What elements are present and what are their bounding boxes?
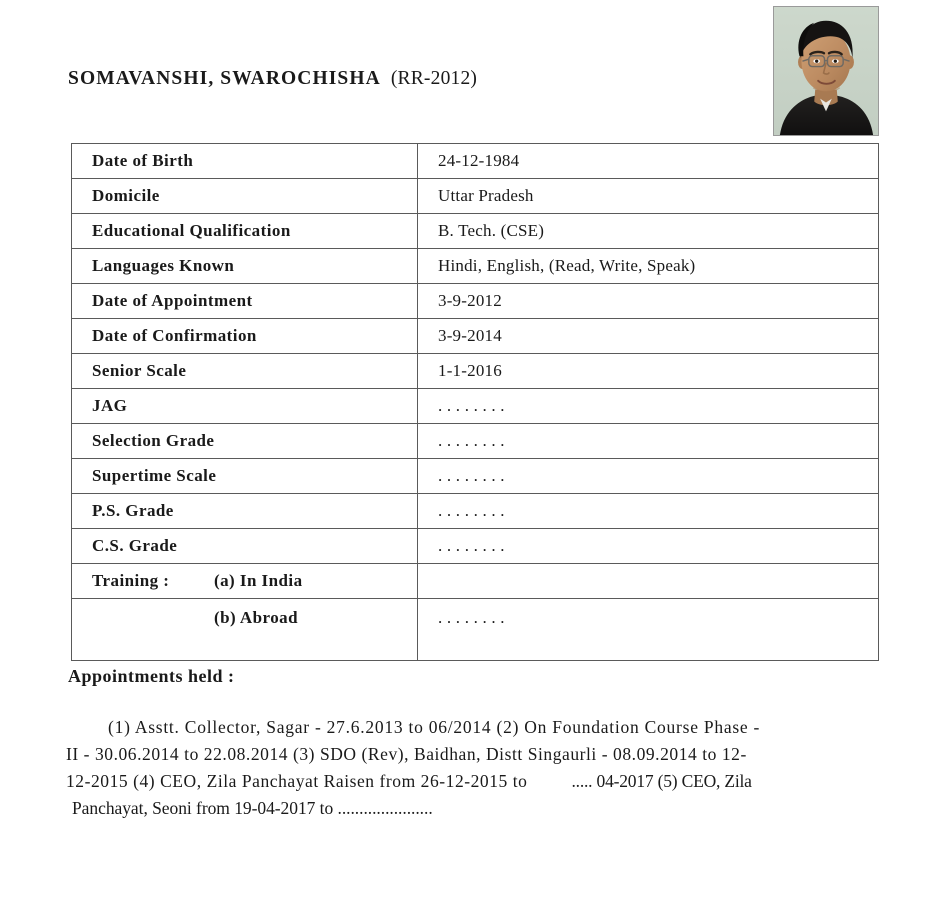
training-label-group [92, 571, 417, 591]
training-in-india-sublabel: (a) In India [214, 571, 303, 590]
row-label-cs-grade: C.S. Grade [72, 529, 418, 564]
appointments-line-4: Panchayat, Seoni from 19-04-2017 to ...................... [72, 798, 433, 818]
row-value-date-of-appointment: 3-9-2012 [418, 284, 879, 319]
row-value-senior-scale: 1-1-2016 [418, 354, 879, 389]
row-label-selection-grade: Selection Grade [72, 424, 418, 459]
row-label-date-of-confirmation: Date of Confirmation [72, 319, 418, 354]
row-label-ps-grade: P.S. Grade [72, 494, 418, 529]
portrait-photo [773, 6, 879, 136]
row-label-supertime-scale: Supertime Scale [72, 459, 418, 494]
row-label-educational-qualification: Educational Qualification [72, 214, 418, 249]
row-value-ps-grade: . . . . . . . . [418, 494, 879, 529]
row-value-training-in-india [418, 564, 879, 599]
appointments-line-1: (1) Asstt. Collector, Sagar - 27.6.2013 to 06/2014 (2) On Foundation Course Phase - [108, 717, 761, 737]
table-row [72, 249, 879, 284]
row-value-cs-grade: . . . . . . . . [418, 529, 879, 564]
table-row [72, 214, 879, 249]
row-value-date-of-confirmation: 3-9-2014 [418, 319, 879, 354]
portrait-photo-graphic [774, 7, 878, 135]
table-row [72, 494, 879, 529]
table-row [72, 284, 879, 319]
row-label-senior-scale: Senior Scale [72, 354, 418, 389]
table-row [72, 319, 879, 354]
table-row [72, 144, 879, 179]
row-value-date-of-birth: 24-12-1984 [418, 144, 879, 179]
row-value-languages-known: Hindi, English, (Read, Write, Speak) [418, 249, 879, 284]
appointments-line-2: II - 30.06.2014 to 22.08.2014 (3) SDO (Rev), Baidhan, Distt Singaurli - 08.09.2014 to 12- [66, 744, 747, 764]
officer-name: SOMAVANSHI, SWAROCHISHA [68, 68, 381, 89]
row-value-selection-grade: . . . . . . . . [418, 424, 879, 459]
row-label-jag: JAG [72, 389, 418, 424]
table-row-training-in-india [72, 564, 879, 599]
table-row [72, 529, 879, 564]
page-title [68, 68, 477, 90]
row-label-training-abroad [72, 599, 418, 661]
appointments-line-3-part-a: 12-2015 (4) CEO, Zila Panchayat Raisen from 26-12-2015 to [66, 771, 528, 791]
training-word: Training : [92, 571, 170, 590]
officer-info-table [71, 143, 879, 661]
row-label-domicile: Domicile [72, 179, 418, 214]
appointments-heading: Appointments held : [68, 666, 235, 686]
info-table-body [72, 144, 879, 661]
row-value-jag: . . . . . . . . [418, 389, 879, 424]
row-value-domicile: Uttar Pradesh [418, 179, 879, 214]
row-label-languages-known: Languages Known [72, 249, 418, 284]
row-label-training-in-india [72, 564, 418, 599]
table-row-training-abroad [72, 599, 879, 661]
table-row [72, 354, 879, 389]
appointments-line-3-part-b: ..... 04-2017 (5) CEO, Zila [571, 771, 752, 791]
table-row [72, 459, 879, 494]
row-value-educational-qualification: B. Tech. (CSE) [418, 214, 879, 249]
training-abroad-sublabel: (b) Abroad [214, 608, 299, 627]
table-row [72, 179, 879, 214]
table-row [72, 424, 879, 459]
appointments-paragraph [66, 714, 884, 822]
table-row [72, 389, 879, 424]
row-label-date-of-appointment: Date of Appointment [72, 284, 418, 319]
training-abroad-label-group [92, 608, 417, 628]
row-value-supertime-scale: . . . . . . . . [418, 459, 879, 494]
row-value-training-abroad: . . . . . . . . [418, 599, 879, 661]
appointments-line-3 [66, 768, 884, 795]
officer-batch: (RR-2012) [390, 68, 478, 89]
row-label-date-of-birth: Date of Birth [72, 144, 418, 179]
